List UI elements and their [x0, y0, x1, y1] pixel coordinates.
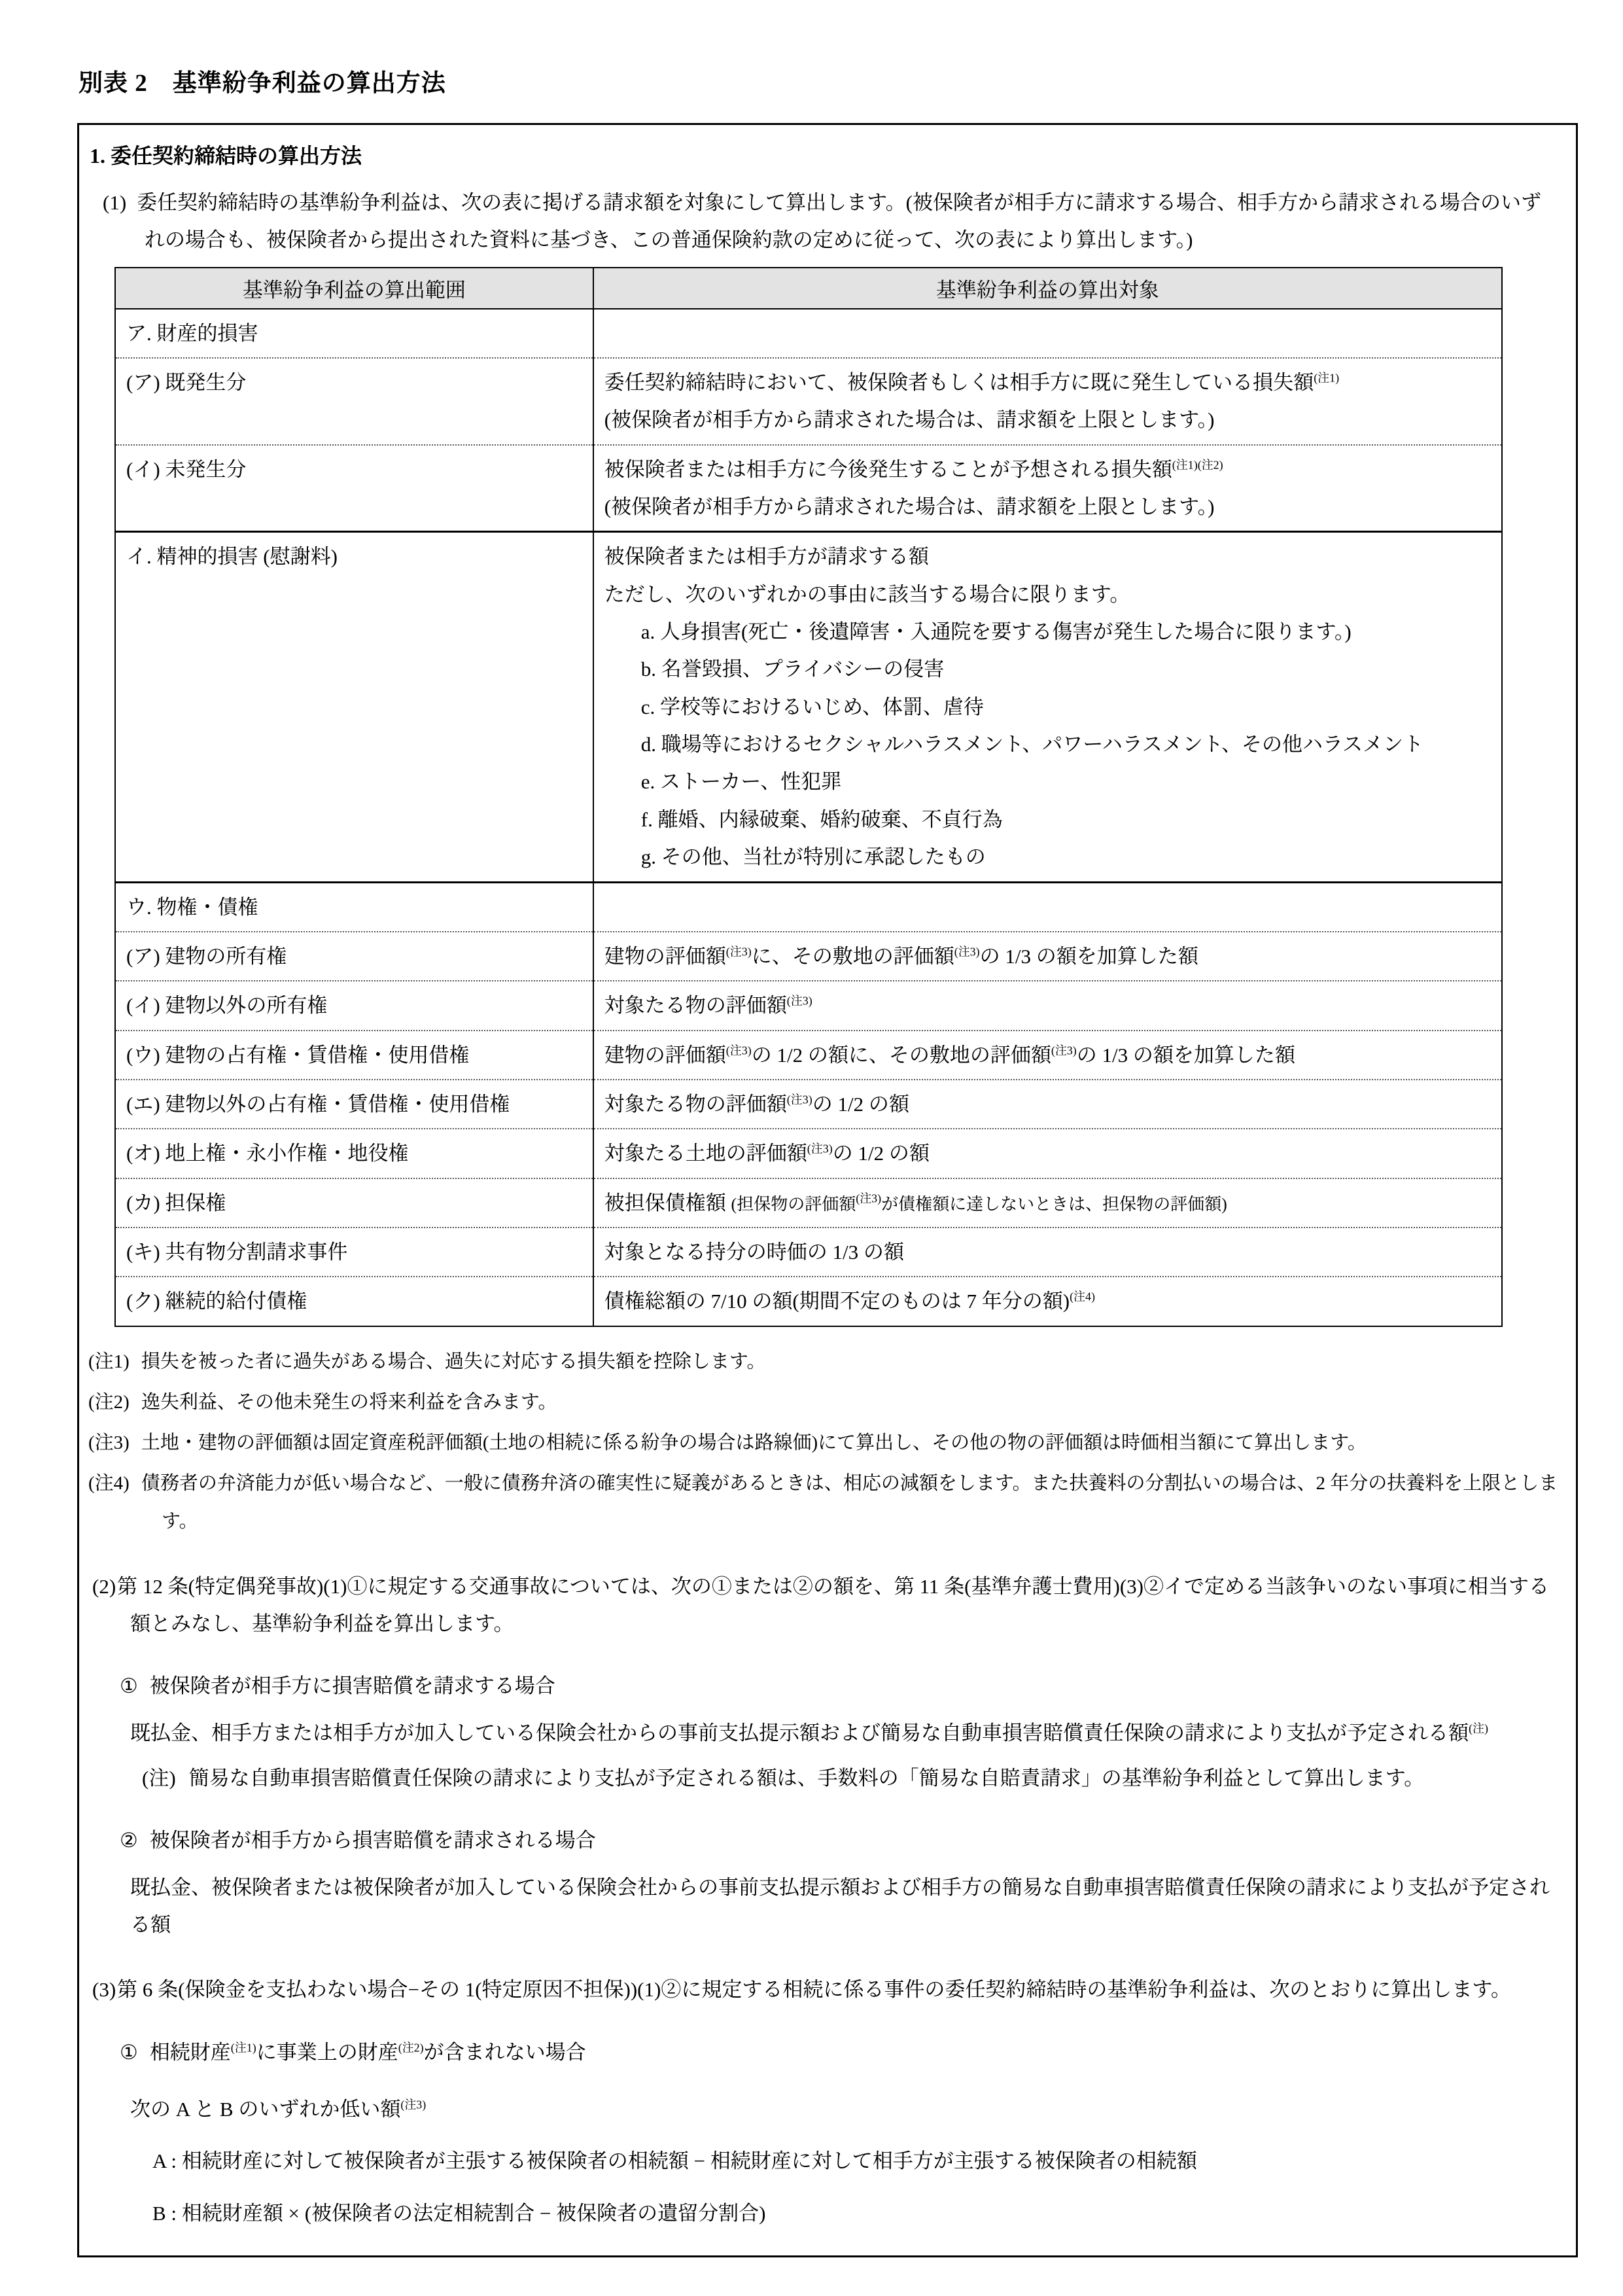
text-segment: の 1/2 の額	[832, 1142, 930, 1165]
para3-item-1-label: ①	[120, 2040, 138, 2064]
table-row	[115, 309, 1502, 358]
cell-line	[604, 488, 1492, 525]
table-row	[115, 1227, 1502, 1277]
text-segment: 被保険者または相手方が請求する額	[604, 545, 929, 569]
cell-line	[604, 838, 1492, 875]
table-row	[115, 1080, 1502, 1129]
note-ref-sup: (注3)	[807, 1142, 833, 1156]
para2-item-2-body	[130, 1869, 1559, 1944]
text-segment: (被保険者が相手方から請求された場合は、請求額を上限とします。)	[604, 408, 1215, 432]
text-segment: b. 名誉毀損、プライバシーの侵害	[640, 658, 945, 681]
text-segment: 債権総額の 7/10 の額(期間不定のものは 7 年分の額)	[604, 1290, 1070, 1313]
para2-item-2-title-text: 被保険者が相手方から損害賠償を請求される場合	[149, 1829, 596, 1852]
column-header-range: 基準紛争利益の算出範囲	[115, 268, 593, 309]
cell-line	[604, 987, 1492, 1024]
cell-line	[604, 613, 1492, 650]
document-title: 別表 2 基準紛争利益の算出方法	[79, 70, 446, 97]
target-cell	[593, 1129, 1502, 1178]
text-segment: (被保険者が相手方から請求された場合は、請求額を上限とします。)	[604, 495, 1215, 519]
target-cell	[593, 981, 1502, 1030]
text-segment: に事業上の財産	[256, 2040, 398, 2064]
cell-line	[604, 576, 1492, 613]
note-ref-sup: (注3)	[1051, 1044, 1077, 1057]
text-segment-small: が債権額に達しないときは、担保物の評価額)	[881, 1194, 1227, 1214]
paragraph-1	[103, 184, 1559, 259]
para3-item-1-title	[120, 2034, 1559, 2071]
paragraph-1-text: 委任契約締結時の基準紛争利益は、次の表に掲げる請求額を対象にして算出します。(被保険者が相手方に請求する場合、相手方から請求される場合のいずれの場合も、被保険者から提出された資料に基づき、この普通保険約款の定めに従って、次の表により算出します。)	[137, 191, 1541, 252]
text-segment: 被保険者または相手方に今後発生することが予想される損失額	[604, 457, 1172, 481]
cell-line	[604, 688, 1492, 726]
text-segment: が含まれない場合	[423, 2040, 586, 2064]
para3-item-1	[120, 2034, 1559, 2232]
para2-item-1-label: ①	[120, 1674, 138, 1698]
note-ref-sup: (注3)	[954, 945, 980, 959]
text-segment: 対象たる土地の評価額	[604, 1142, 807, 1165]
cell-line	[604, 726, 1492, 763]
cell-line	[604, 1282, 1492, 1320]
text-segment: 対象たる物の評価額	[604, 1092, 787, 1116]
note-ref-sup: (注1)(注2)	[1172, 458, 1223, 472]
range-cell: (カ) 担保権	[115, 1178, 593, 1227]
text-segment: の 1/3 の額を加算した額	[979, 944, 1198, 968]
range-cell: (イ) 建物以外の所有権	[115, 981, 593, 1030]
range-cell: (ク) 継続的給付債権	[115, 1277, 593, 1326]
para2-item-1-body	[130, 1714, 1559, 1752]
table-row	[115, 882, 1502, 932]
paragraph-2-text: 第 12 条(特定偶発事故)(1)①に規定する交通事故については、次の①または②の額を、第 11 条(基準弁護士費用)(3)②イで定める当該争いのない事項に相当する額とみなし、基準紛争利益を算出します。	[117, 1574, 1549, 1635]
paragraph-3-text: 第 6 条(保険金を支払わない場合−その 1(特定原因不担保))(1)②に規定する相続に係る事件の委任契約締結時の基準紛争利益は、次のとおりに算出します。	[117, 1978, 1511, 2002]
text-segment: d. 職場等におけるセクシャルハラスメント、パワーハラスメント、その他ハラスメント	[640, 733, 1424, 756]
para2-item-1-note-text: 簡易な自動車損害賠償責任保険の請求により支払が予定される額は、手数料の「簡易な自賠責請求」の基準紛争利益として算出します。	[188, 1766, 1425, 1790]
note-ref-sup: (注3)	[856, 1192, 882, 1205]
range-cell: (エ) 建物以外の占有権・賃借権・使用借権	[115, 1080, 593, 1129]
text-segment: ただし、次のいずれかの事由に該当する場合に限ります。	[604, 582, 1130, 606]
text-segment: 相続財産	[149, 2040, 231, 2064]
paragraph-1-label: (1)	[103, 191, 127, 214]
table-row	[115, 358, 1502, 445]
note-item	[88, 1464, 1559, 1540]
note-label: (注2)	[88, 1391, 130, 1413]
target-cell	[593, 532, 1502, 882]
note-item	[88, 1383, 1559, 1421]
target-cell	[593, 309, 1502, 358]
para2-item-2	[120, 1822, 1559, 1943]
note-ref-sup: (注)	[1469, 1722, 1488, 1735]
para2-item-2-title	[120, 1822, 1559, 1859]
range-cell: ア. 財産的損害	[115, 309, 593, 358]
text-segment: 建物の評価額	[604, 1043, 726, 1067]
note-item	[88, 1424, 1559, 1462]
header-row	[115, 268, 1502, 309]
section1-heading: 1. 委任契約締結時の算出方法	[90, 144, 362, 168]
column-header-target: 基準紛争利益の算出対象	[593, 268, 1502, 309]
cell-line	[604, 1086, 1492, 1123]
range-cell: (ア) 建物の所有権	[115, 932, 593, 981]
table-row	[115, 981, 1502, 1030]
note-text: 土地・建物の評価額は固定資産税評価額(土地の相続に係る紛争の場合は路線価)にて算出し、その他の物の評価額は時価相当額にて算出します。	[141, 1432, 1367, 1453]
cell-line	[604, 538, 1492, 575]
para3-item-1-title-text	[150, 2041, 586, 2064]
para2-item-2-label: ②	[120, 1829, 138, 1852]
range-cell: (オ) 地上権・永小作権・地役権	[115, 1129, 593, 1178]
note-ref-sup: (注3)	[725, 945, 752, 959]
note-label: (注1)	[88, 1351, 130, 1372]
text-segment: 対象となる持分の時価の 1/3 の額	[604, 1240, 904, 1263]
calculation-table	[114, 267, 1503, 1327]
table-row	[115, 932, 1502, 981]
paragraph-2	[92, 1568, 1559, 1643]
text-segment: 次の A と B のいずれか低い額	[130, 2098, 401, 2121]
text-segment: c. 学校等におけるいじめ、体罰、虐待	[640, 695, 984, 718]
text-segment: e. ストーカー、性犯罪	[640, 770, 842, 794]
text-segment: 建物の評価額	[604, 944, 726, 968]
cell-line	[604, 364, 1492, 401]
calculation-table-head	[115, 268, 1502, 309]
text-segment: の 1/2 の額	[812, 1092, 909, 1116]
note-ref-sup: (注3)	[786, 1093, 812, 1106]
text-segment: 委任契約締結時において、被保険者もしくは相手方に既に発生している損失額	[604, 371, 1314, 395]
text-segment-small: (担保物の評価額	[731, 1194, 856, 1214]
formula-line-a: A : 相続財産に対して被保険者が主張する被保険者の相続額 − 相続財産に対して相手方が主張する被保険者の相続額	[152, 2149, 1197, 2173]
table-row	[115, 1277, 1502, 1326]
text-segment: a. 人身損害(死亡・後遺障害・入通院を要する傷害が発生した場合に限ります。)	[640, 620, 1352, 644]
cell-line	[604, 451, 1492, 488]
table-row	[115, 532, 1502, 882]
text-segment: g. その他、当社が特別に承認したもの	[640, 845, 986, 869]
table-row	[115, 1178, 1502, 1227]
paragraph-2-label: (2)	[92, 1574, 116, 1598]
para2-item-1-note	[142, 1759, 1559, 1797]
text-segment: に、その敷地の評価額	[751, 944, 954, 968]
target-cell	[593, 1227, 1502, 1277]
paragraph-3	[92, 1971, 1559, 2008]
range-cell: (キ) 共有物分割請求事件	[115, 1227, 593, 1277]
text-segment: 被担保債権額	[604, 1191, 731, 1214]
section1-panel	[77, 123, 1578, 2257]
text-segment: 既払金、被保険者または被保険者が加入している保険会社からの事前支払提示額および相手方の簡易な自動車損害賠償責任保険の請求により支払が予定される額	[130, 1875, 1550, 1936]
range-cell: (イ) 未発生分	[115, 445, 593, 532]
note-label: (注3)	[88, 1432, 130, 1453]
range-cell: (ア) 既発生分	[115, 358, 593, 445]
table-row	[115, 1031, 1502, 1080]
note-ref-sup: (注3)	[400, 2098, 427, 2111]
note-ref-sup: (注1)	[230, 2041, 256, 2055]
para3-condition-line	[130, 2091, 1559, 2128]
text-segment: の 1/3 の額を加算した額	[1076, 1043, 1295, 1067]
cell-line	[604, 401, 1492, 438]
note-ref-sup: (注4)	[1070, 1290, 1095, 1303]
table-row	[115, 1129, 1502, 1178]
range-cell: イ. 精神的損害 (慰謝料)	[115, 532, 593, 882]
cell-line	[604, 1233, 1492, 1271]
text-segment: 対象たる物の評価額	[604, 994, 787, 1017]
para2-item-1-note-label: (注)	[142, 1766, 176, 1790]
note-text: 損失を被った者に過失がある場合、過失に対応する損失額を控除します。	[141, 1351, 766, 1372]
cell-line	[604, 801, 1492, 838]
cell-line	[604, 650, 1492, 688]
para2-item-1-title	[120, 1667, 1559, 1704]
para2-item-1	[120, 1667, 1559, 1797]
note-ref-sup: (注3)	[725, 1044, 752, 1057]
cell-line	[604, 1135, 1492, 1172]
range-cell: (ウ) 建物の占有権・賃借権・使用借権	[115, 1031, 593, 1080]
cell-line	[604, 1036, 1492, 1074]
target-cell	[593, 1178, 1502, 1227]
formula-line-b: B : 相続財産額 × (被保険者の法定相続割合 − 被保険者の遺留分割合)	[152, 2201, 766, 2225]
target-cell	[593, 1080, 1502, 1129]
note-ref-sup: (注3)	[786, 994, 812, 1008]
para2-item-1-title-text: 被保険者が相手方に損害賠償を請求する場合	[149, 1674, 555, 1698]
table-row	[115, 445, 1502, 532]
range-cell: ウ. 物権・債権	[115, 882, 593, 932]
note-label: (注4)	[88, 1472, 130, 1494]
target-cell	[593, 1031, 1502, 1080]
paragraph-3-label: (3)	[92, 1978, 116, 2002]
cell-line	[604, 763, 1492, 800]
cell-line	[604, 938, 1492, 975]
target-cell	[593, 932, 1502, 981]
note-ref-sup: (注1)	[1314, 371, 1340, 385]
note-ref-sup: (注2)	[398, 2041, 424, 2055]
cell-line	[604, 1184, 1492, 1222]
note-item	[88, 1343, 1559, 1381]
calculation-table-body	[115, 309, 1502, 1326]
text-segment: f. 離婚、内縁破棄、婚約破棄、不貞行為	[640, 807, 1003, 831]
note-text: 逸失利益、その他未発生の将来利益を含みます。	[141, 1391, 557, 1413]
text-segment: 既払金、相手方または相手方が加入している保険会社からの事前支払提示額および簡易な自動車損害賠償責任保険の請求により支払が予定される額	[130, 1721, 1469, 1744]
text-segment: の 1/2 の額に、その敷地の評価額	[751, 1043, 1051, 1067]
target-cell	[593, 358, 1502, 445]
notes-list	[88, 1343, 1559, 1540]
target-cell	[593, 445, 1502, 532]
note-text: 債務者の弁済能力が低い場合など、一般に債務弁済の確実性に疑義があるときは、相応の減額をします。また扶養料の分割払いの場合は、2 年分の扶養料を上限とします。	[141, 1472, 1558, 1532]
target-cell	[593, 1277, 1502, 1326]
target-cell	[593, 882, 1502, 932]
